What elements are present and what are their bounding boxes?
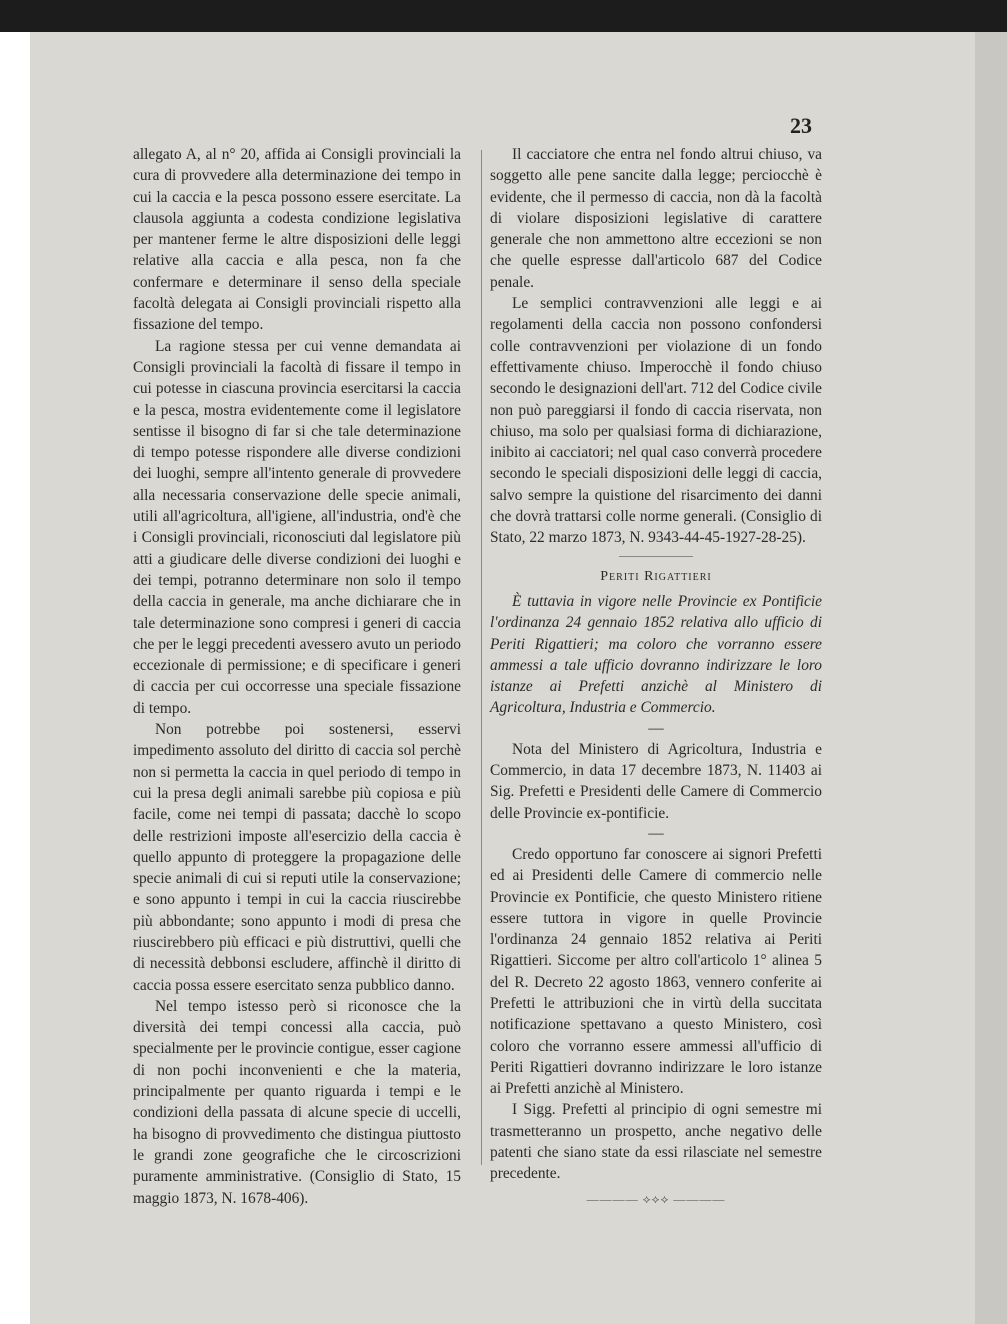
- italic-summary: È tuttavia in vigore nelle Provincie ex Pontificie l'ordinanza 24 gennaio 1852 relativa allo ufficio di Periti Rigattieri; ma coloro che vorranno essere ammessi a tale ufficio dovranno indirizzare le loro istanze ai Prefetti anzichè al Ministero di Agricoltura, Industria e Commercio.: [490, 592, 822, 717]
- ornament-rule: ———— ⟡⟡⟡ ————: [586, 1191, 726, 1206]
- paragraph: Il cacciatore che entra nel fondo altrui chiuso, va soggetto alle pene sancite dalla legge; perciocchè è evidente, che il permesso di caccia, non dà la facoltà di violare disposizioni legislative di carattere generale che non ammettono altre eccezioni se non che quelle espresse dall'articolo 687 del Codice penale.: [490, 146, 822, 291]
- paragraph: I Sigg. Prefetti al principio di ogni semestre mi trasmetteranno un prospetto, anche negativo delle patenti che siano state da essi rilasciate nel semestre precedente.: [490, 1101, 822, 1183]
- scan-top-band: [0, 0, 1007, 32]
- paragraph: Credo opportuno far conoscere ai signori Prefetti ed ai Presidenti delle Camere di commercio nelle Provincie ex Pontificie, che questo Ministero ritiene essere tuttora in vigore in quelle Provincie l'ordinanza 24 gennaio 1852 relativa ai Periti Rigattieri. Siccome per altro coll'articolo 1° alinea 5 del R. Decreto 22 agosto 1863, vennero conferite ai Prefetti le attribuzioni che in virtù della succitata notificazione spettavano a questo Ministero, così coloro che vorranno essere ammessi all'ufficio di Periti Rigattieri dovranno indirizzare le loro istanze ai Prefetti anzichè al Ministero.: [490, 845, 822, 1098]
- section-heading: Periti Rigattieri: [600, 568, 712, 584]
- paragraph: allegato A, al n° 20, affida ai Consigli provinciali la cura di provvedere alla determinazione dei tempo in cui la caccia e la pesca possono essere esercitate. La clausola aggiunta a codesta condizione legislativa per mantener ferme le altre disposizioni delle leggi relative alla caccia e alla pesca, non fa che confermare e determinare il senso della speciale facoltà delegata ai Consigli provinciali rispetto alla fissazione del tempo.: [133, 146, 461, 334]
- paragraph: Le semplici contravvenzioni alle leggi e ai regolamenti della caccia non possono confondersi colle contravvenzioni per violazione di un fondo effettivamente chiuso. Imperocchè il fondo chiuso secondo le designazioni dell'art. 712 del Codice civile non può pareggiarsi il fondo di caccia riservata, non chiuso, ma solo per qualsiasi forma di dichiarazione, inibito ai cacciatori; nel qual caso converrà procedere secondo le speciali disposizioni delle leggi di caccia, salvo sempre la quistione del risarcimento dei danni che dovrà trattarsi colle norme generali. (Consiglio di Stato, 22 marzo 1873, N. 9343-44-45-1927-28-25).: [490, 295, 822, 547]
- right-column: [490, 144, 822, 1210]
- scan-margin-right: [975, 20, 1007, 1324]
- page-number: 23: [790, 113, 812, 138]
- column-divider: [481, 150, 482, 1165]
- paragraph: La ragione stessa per cui venne demandata ai Consigli provinciali la facoltà di fissare il tempo in cui potesse in ciascuna provincia esercitarsi la caccia e la pesca, mostra evidentemente come il legislatore sentisse il bisogno di far si che tale determinazione di tempo potesse rispondere alle diverse condizioni dei luoghi, sempre all'intento generale di provvedere alla necessaria conservazione delle specie animali, utili all'agricoltura, all'igiene, all'industria, ond'è che i Consigli provinciali, riconosciuti dal legislatore più atti a giudicare delle diverse condizioni dei luoghi e dei tempi, potranno determinare non solo il tempo della caccia in generale, ma anche dichiarare che in tale determinazione sono compresi i generi di caccia che per le leggi precedenti avessero avuto un periodo eccezionale di permissione; e di specificare i generi di caccia per cui occorresse una speciale fissazione di tempo.: [133, 337, 461, 717]
- left-column: [133, 144, 461, 1209]
- paragraph: Nel tempo istesso però si riconosce che la diversità dei tempi concessi alla caccia, può specialmente per le provincie contigue, esser cagione di non pochi inconvenienti e che la materia, principalmente per quanto riguarda i tempi e le condizioni della passata di alcune specie di uccelli, ha bisogno di provvedimento che distingua piuttosto le grandi zone geografiche che le circoscrizioni puramente amministrative. (Consiglio di Stato, 15 maggio 1873, N. 1678-406).: [133, 997, 461, 1207]
- section-rule: [619, 556, 693, 557]
- separator-dash: —: [648, 719, 664, 737]
- separator-dash: —: [648, 824, 664, 842]
- nota-heading: Nota del Ministero di Agricoltura, Industria e Commercio, in data 17 decembre 1873, N. 11403 ai Sig. Prefetti e Presidenti delle Camere di Commercio delle Provincie ex-pontificie.: [490, 740, 822, 822]
- paragraph: Non potrebbe poi sostenersi, esservi impedimento assoluto del diritto di caccia sol perchè non si permetta la caccia in quel periodo di tempo in cui la presa degli animali sarebbe più copiosa e più facile, come nei tempi di passata; dacchè lo scopo delle restrizioni imposte all'esercizio della caccia è quello appunto di proteggere la propagazione delle specie animali di cui si reputi utile la conservazione; e sono appunto i tempi in cui la caccia riuscirebbe più abbondante; sono appunto i modi di presa che riuscirebbero più efficaci e più distruttivi, quelli che di necessità debbonsi escludere, affinchè il diritto di caccia possa essere esercitato senza pubblico danno.: [133, 721, 461, 994]
- scan-margin-left: [0, 0, 30, 1324]
